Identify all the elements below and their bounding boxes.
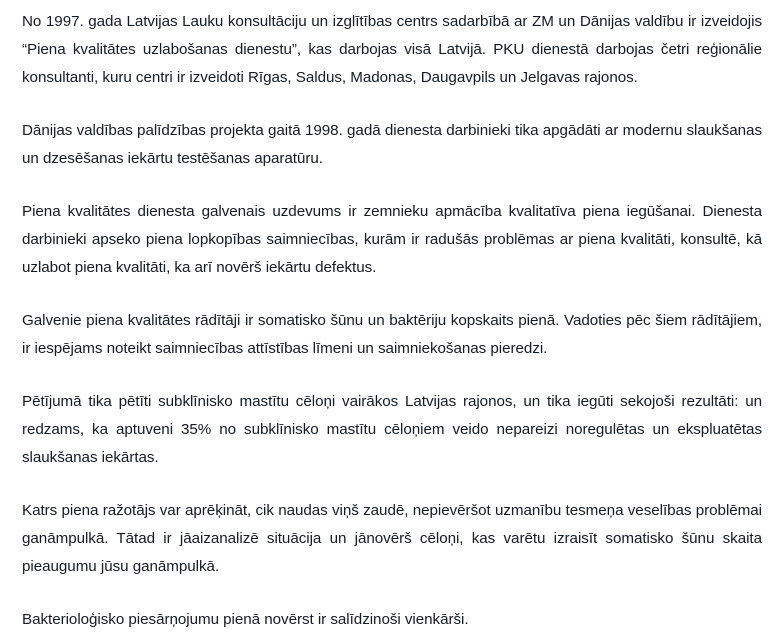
paragraph-2: Dānijas valdības palīdzības projekta gaitā 1998. gadā dienesta darbinieki tika apgādāti ar modernu slaukšanas un dzesēšanas iekārtu testēšanas aparatūru. bbox=[22, 122, 762, 167]
paragraph-6: Katrs piena ražotājs var aprēķināt, cik naudas viņš zaudē, nepievēršot uzmanību tesmeņa veselības problēmai ganāmpulkā. Tātad ir jāaizanalizē situācija un jānovērš cēloņi, kas varētu izraisīt somatisko šūnu skaita pieaugumu jūsu ganāmpulkā. bbox=[22, 502, 762, 575]
paragraph-7: Bakterioloģisko piesārņojumu pienā novērst ir salīdzinoši vienkārši. bbox=[22, 611, 469, 628]
paragraph-3: Piena kvalitātes dienesta galvenais uzdevums ir zemnieku apmācība kvalitatīva piena iegūšanai. Dienesta darbinieki apseko piena lopkopības saimniecības, kurām ir radušās problēmas ar piena kvalitāti, konsultē, kā uzlabot piena kvalitāti, ka arī novērš iekārtu defektus. bbox=[22, 203, 762, 276]
paragraph-5: Pētījumā tika pētīti subklīnisko mastītu cēloņi vairākos Latvijas rajonos, un tika iegūti sekojoši rezultāti: un redzams, ka aptuveni 35% no subklīnisko mastītu cēloņiem veido nepareizi noregulētas un ekspluatētas slaukšanas iekārtas. bbox=[22, 393, 762, 466]
paragraph-1: No 1997. gada Latvijas Lauku konsultāciju un izglītības centrs sadarbībā ar ZM un Dānijas valdību ir izveidojis “Piena kvalitātes uzlabošanas dienestu”, kas darbojas visā Latvijā. PKU dienestā darbojas četri reģionālie konsultanti, kuru centri ir izveidoti Rīgas, Saldus, Madonas, Daugavpils un Jelgavas rajonos. bbox=[22, 13, 762, 86]
paragraph-4: Galvenie piena kvalitātes rādītāji ir somatisko šūnu un baktēriju kopskaits pienā. Vadoties pēc šiem rādītājiem, ir iespējams noteikt saimniecības attīstības līmeni un saimniekošanas pieredzi. bbox=[22, 312, 762, 357]
